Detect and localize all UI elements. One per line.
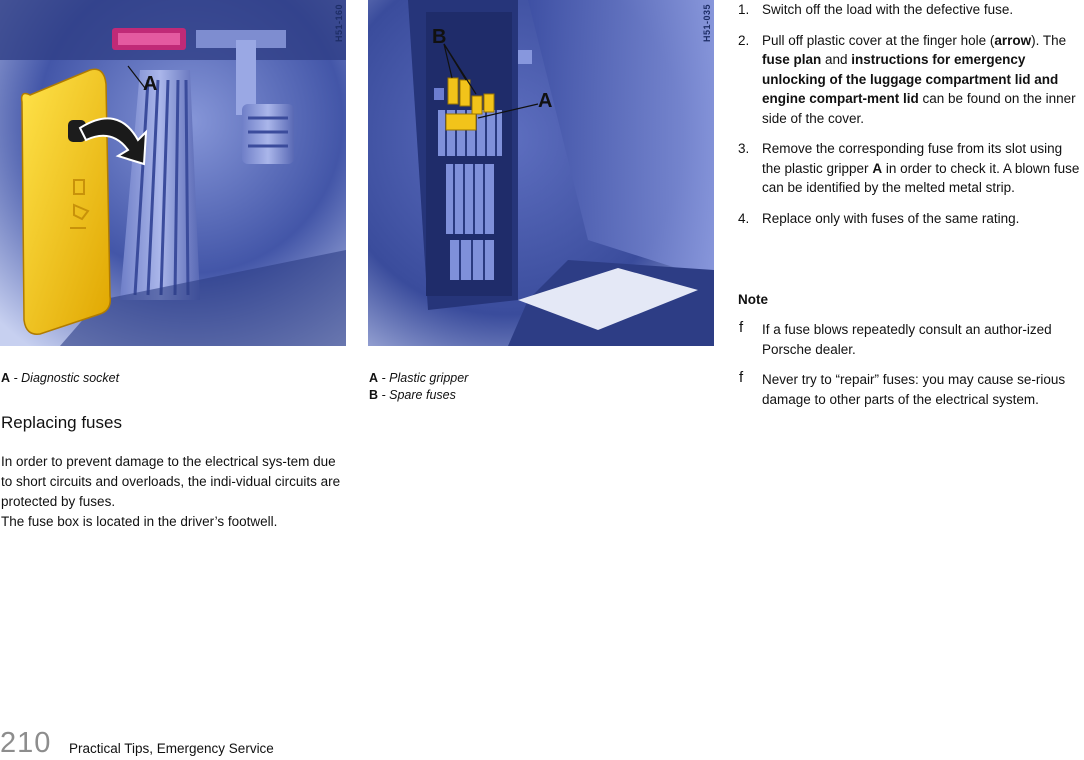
figure-diagnostic-socket (0, 0, 346, 346)
callout-a: A (538, 90, 553, 112)
step-text-part: in order to check it. A blown fuse can be identified by the melted metal strip. (762, 160, 1080, 195)
intro-paragraph-1: In order to prevent damage to the electrical sys-tem due to short circuits and overloads, the indi-vidual circuits are protected by fuses. (1, 454, 341, 509)
step-text (762, 139, 1084, 198)
step-text-part: Replace only with fuses of the same rating. (762, 210, 1020, 226)
caption-figure1 (1, 370, 119, 387)
caption-letter: A (1, 371, 11, 385)
step-number: 4. (738, 210, 750, 226)
footwell-illustration (0, 0, 346, 346)
plastic-gripper-shape (446, 114, 476, 130)
step-number: 1. (738, 2, 750, 17)
caption-figure2-b (369, 387, 456, 404)
caption-letter: B (369, 388, 379, 402)
intro-text (1, 452, 346, 532)
step-text-part: ). The (1031, 32, 1067, 48)
step-text-bold: fuse plan (762, 52, 822, 67)
caption-text: - Diagnostic socket (10, 371, 120, 385)
caption-figure2-a (369, 370, 468, 387)
page-number: 210 (0, 727, 52, 759)
caption-letter: A (369, 371, 379, 385)
note-item (738, 320, 1084, 359)
step-text-bold: A (872, 160, 883, 176)
step-text-part: Pull off plastic cover at the finger hole ( (762, 32, 995, 48)
step-item (738, 31, 1084, 129)
step-number: 3. (738, 141, 750, 156)
step-text-part: Switch off the load with the defective fuse. (762, 2, 1014, 17)
caption-text: - Plastic gripper (378, 371, 469, 385)
steps-list (738, 0, 1084, 239)
section-heading: Replacing fuses (1, 413, 122, 432)
step-text (762, 209, 1084, 229)
step-item (738, 209, 1084, 229)
figure-code: H51-035 (702, 4, 712, 43)
step-text-part: and (821, 52, 852, 67)
step-item (738, 139, 1084, 198)
note-title: Note (738, 292, 768, 307)
step-text (762, 31, 1084, 129)
intro-paragraph-2: The fuse box is located in the driver’s footwell. (1, 514, 278, 529)
caption-text: - Spare fuses (378, 388, 456, 402)
callout-a: A (143, 73, 158, 95)
step-text (762, 0, 1084, 20)
step-text-part: Remove the corresponding fuse from its slot using the plastic gripper (762, 141, 1063, 176)
notes-list (738, 320, 1084, 420)
brake-pedal-shape (242, 104, 294, 164)
callout-b: B (432, 26, 447, 48)
note-text: Never try to “repair” fuses: you may cause se-rious damage to other parts of the electrical system. (762, 372, 1066, 407)
note-text: If a fuse blows repeatedly consult an author-ized Porsche dealer. (762, 322, 1052, 357)
fuse-box-cover-shape (22, 69, 111, 334)
running-title: Practical Tips, Emergency Service (69, 741, 274, 756)
note-bullet-icon: f (739, 369, 744, 386)
note-bullet-icon: f (739, 319, 744, 336)
step-text-part: can be found on the inner side of the cover. (762, 91, 1076, 126)
fuse-box-illustration (368, 0, 714, 346)
step-number: 2. (738, 32, 750, 48)
note-item (738, 370, 1084, 409)
figure-fuse-box (368, 0, 714, 346)
step-text-bold: arrow (994, 32, 1032, 48)
step-text-bold: instructions for emergency unlocking of the luggage compartment lid and engine compart-ment lid (762, 52, 1059, 106)
step-item (738, 0, 1084, 20)
figure-code: H51-160 (334, 4, 344, 43)
